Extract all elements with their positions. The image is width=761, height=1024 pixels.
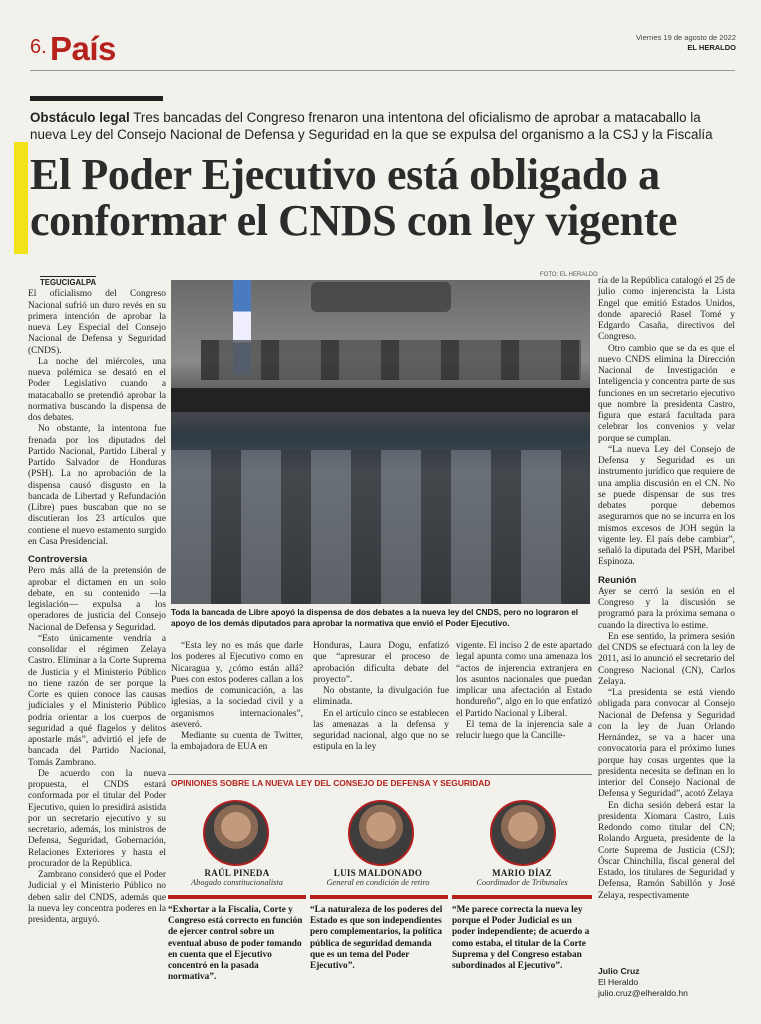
opinion-quote-2: “La naturaleza de los poderes del Estado es que son independientes pero complementarios, la política pública de seguridad demanda que es un tema del Poder Ejecutivo”. xyxy=(310,905,443,972)
dateline: TEGUCIGALPA xyxy=(40,278,97,287)
opinion-role: General en condición de retiro xyxy=(326,878,430,887)
column-2 xyxy=(171,641,303,754)
avatar-raul-pineda xyxy=(203,800,269,866)
section-title: País xyxy=(50,30,116,67)
issue-date: Viernes 19 de agosto de 2022 xyxy=(636,33,736,42)
opinion-quote-1: “Exhortar a la Fiscalía, Corte y Congreso está correcto en función de ejercer control sobre un eventual abuso de poder tomando en cuenta que el Ejecutivo concentró en la pasada normativa”. xyxy=(168,905,303,983)
paragraph: No obstante, la intentona fue frenada por los diputados del Partido Nacional, Partido Liberal y Partido Salvador de Honduras (PSH). La no aprobación de la dispensa causó disgusto en la bancada de Libertad y Refundación (Libre) pues buscaban que no se discutieran los 23 artículos que contiene el nuevo estamento surgido en Casa Presidencial. xyxy=(28,424,166,547)
photo-caption: Toda la bancada de Libre apoyó la dispensa de dos debates a la nueva ley del CNDS, pero no lograron el apoyo de los demás diputados para aprobar la normativa que envió el Poder Ejecutivo. xyxy=(171,608,579,628)
paragraph: “La presidenta se está viendo obligada para convocar al Consejo Nacional de Defensa y Seguridad con la ley de Juan Orlando Hernández, se va a hacer una convocatoria para el próximo lunes porque hay cosas urgentes que la presidenta necesita se definan en lo interior del Consejo Nacional de Defensa y Seguridad”, acotó Zelaya xyxy=(598,688,735,800)
kicker-bar xyxy=(30,96,163,101)
paragraph: En el artículo cinco se establecen las amenazas a la defensa y seguridad nacional, algo que no se estipula en la ley xyxy=(313,708,449,753)
byline-outlet: El Heraldo xyxy=(598,977,639,987)
paragraph: De acuerdo con la nueva propuesta, el CNDS estará conformada por el titular del Poder Ejecutivo, quien lo presidirá asistida por un secretario ejecutivo y su secretario, además, los ministros de Defensa, Seguridad, Gobernación, Relaciones Exteriores y hasta el procurador de la República. xyxy=(28,768,166,869)
opinion-card-1 xyxy=(168,868,306,887)
header-rule xyxy=(30,70,735,71)
subheading-controversia: Controversia xyxy=(28,554,88,565)
paragraph: Otro cambio que se da es que el nuevo CNDS elimina la Dirección Nacional de Investigación e Inteligencia y concentra parte de sus funciones en un secretario ejecutivo que nombre la presidenta Castro, figura que estará facultada para celebrar los convenios y velar porque se cumplan. xyxy=(598,343,735,444)
column-3 xyxy=(313,641,449,754)
headline-line-2: conformar el CNDS con ley vigente xyxy=(30,196,678,245)
opinion-card-2 xyxy=(308,868,448,887)
opinion-name: LUIS MALDONADO xyxy=(333,868,423,878)
headline-highlight-mark xyxy=(14,142,28,254)
paragraph: “Esto únicamente vendría a consolidar el régimen Zelaya Castro. Eliminar a la Corte Suprema de Justicia y el Ministerio Público no tiene razón de ser porque la Corte es quien conoce las causas judiciales y el Ministerio Público podría orientar a los cuerpos de seguridad a qué flagelos y delitos apostarle más”, advirtió el jefe de bancada del Partido Nacional, Tomás Zambrano. xyxy=(28,633,166,768)
paragraph: Ayer se cerró la sesión en el Congreso y la discusión se programó para la próxima semana o cuando la directiva lo estime. xyxy=(598,586,735,631)
avatar-luis-maldonado xyxy=(348,800,414,866)
paragraph: “Esta ley no es más que darle los poderes al Ejecutivo como en Nicaragua y, ¿cómo están allá? Pues con estos poderes callan a los medios de comunicación, a las iglesias, a la sociedad civil y a organismos internacionales”, aseveró. xyxy=(171,641,303,730)
column-4 xyxy=(456,641,592,742)
kicker-label: Obstáculo legal xyxy=(30,110,130,125)
paragraph: Honduras, Laura Dogu, enfatizó que “apresurar el proceso de aprobación dificulta debate del proyecto”. xyxy=(313,641,449,685)
paragraph: Mediante su cuenta de Twitter, la embajadora de EUA en xyxy=(171,731,303,753)
paragraph: “La nueva Ley del Consejo de Defensa y Seguridad es un instrumento jurídico que requiere de una amplia discusión en el CN. No se puede dispensar de sus tres debates porque debemos asegurarnos que no se incurra en los mismos excesos de JOH según la vigente ley. El país debe cambiar”, señaló la diputada del PSH, Maribel Espinoza. xyxy=(598,444,735,568)
subheading-reunion: Reunión xyxy=(598,574,637,586)
byline-name: Julio Cruz xyxy=(598,966,640,976)
kicker-text: Tres bancadas del Congreso frenaron una intentona del oficialismo de aprobar a matacaballo la nueva Ley del Consejo Nacional de Defensa y Seguridad en la que se expulsa del organismo a la CSJ y la Fiscalía xyxy=(30,110,713,142)
paragraph: El oficialismo del Congreso Nacional sufrió un duro revés en su primera intención de aprobar la nueva Ley Especial del Consejo Nacional de Defensa y Seguridad (CNDS). xyxy=(28,289,166,356)
opinion-name: RAÚL PINEDA xyxy=(204,868,270,878)
congress-photo xyxy=(171,280,590,604)
paragraph: En ese sentido, la primera sesión del CNDS se efectuará con la ley de 2011, así lo anunció el secretario del Congreso Nacional (CN), Carlos Zelaya. xyxy=(598,631,735,687)
headline xyxy=(30,152,750,244)
publication-name: EL HERALDO xyxy=(687,43,736,52)
paragraph: No obstante, la divulgación fue eliminada. xyxy=(313,686,449,708)
paragraph: La noche del miércoles, una nueva polémica se desató en el Poder Legislativo cuando a matacaballo se pretendió aprobar la normativa buscando la dispensa de dos debates. xyxy=(28,356,166,423)
paragraph: Pero más allá de la pretensión de aprobar el dictamen en un solo debate, en su contenido —la legislación— expulsa a los operadores de justicia del Consejo Nacional de Defensa y Seguridad. xyxy=(28,566,166,633)
paragraph: En dicha sesión deberá estar la presidenta Xiomara Castro, Luis Redondo como titular del CN; Rolando Argueta, presidente de la Corte Suprema de Justicia (CSJ); Óscar Chinchilla, fiscal general del Estado, los titulares de Seguridad y Defensa, Ramón Sabillón y José Zelaya, respectivamente xyxy=(598,800,735,901)
paragraph: vigente. El inciso 2 de este apartado legal apunta como una amenaza los “actos de injerencia extranjera en los asuntos nacionales que puedan implicar una afectación al Estado hondureño”, algo en lo que enfatizó el Partido Nacional y Liberal. xyxy=(456,641,592,719)
opinions-rule xyxy=(168,774,592,775)
avatar-mario-diaz xyxy=(490,800,556,866)
paragraph: ría de la República catalogó el 25 de julio como injerencista la Lista Engel que emitió Estados Unidos, donde apareció Rasel Tomé y Edgardo Casaña, directivos del Congreso. xyxy=(598,276,735,343)
opinion-name: MARIO DÍAZ xyxy=(492,868,552,878)
opinion-role: Abogado constitucionalista xyxy=(191,878,283,887)
kicker xyxy=(30,110,735,143)
column-5 xyxy=(598,276,735,902)
photo-credit: FOTO: EL HERALDO xyxy=(540,272,598,278)
opinion-quote-3: “Me parece correcta la nueva ley porque el Poder Judicial es un poder independiente; de acuerdo a como estaba, el titular de la Corte Suprema y del Congreso estaban subordinados al Ejecutivo”. xyxy=(452,905,590,972)
opinion-card-3 xyxy=(452,868,592,887)
opinion-role: Coordinador de Tribunales xyxy=(476,878,568,887)
byline-email: julio.cruz@elheraldo.hn xyxy=(598,988,688,998)
quote-divider-3 xyxy=(452,895,592,899)
quote-divider-2 xyxy=(310,895,448,899)
page-number: 6. xyxy=(30,36,47,58)
paragraph: Zambrano consideró que el Poder Judicial y el Ministerio Público no deben salir del CNDS, además que la nueva ley concentra poderes en la presidenta, arguyó. xyxy=(28,870,166,925)
byline xyxy=(598,966,735,999)
column-1 xyxy=(28,276,166,926)
opinions-title: OPINIONES SOBRE LA NUEVA LEY DEL CONSEJO DE DEFENSA Y SEGURIDAD xyxy=(171,778,491,788)
quote-divider-1 xyxy=(168,895,306,899)
headline-line-1: El Poder Ejecutivo está obligado a xyxy=(30,150,660,199)
paragraph: El tema de la injerencia sale a relucir luego que la Cancille- xyxy=(456,719,592,741)
